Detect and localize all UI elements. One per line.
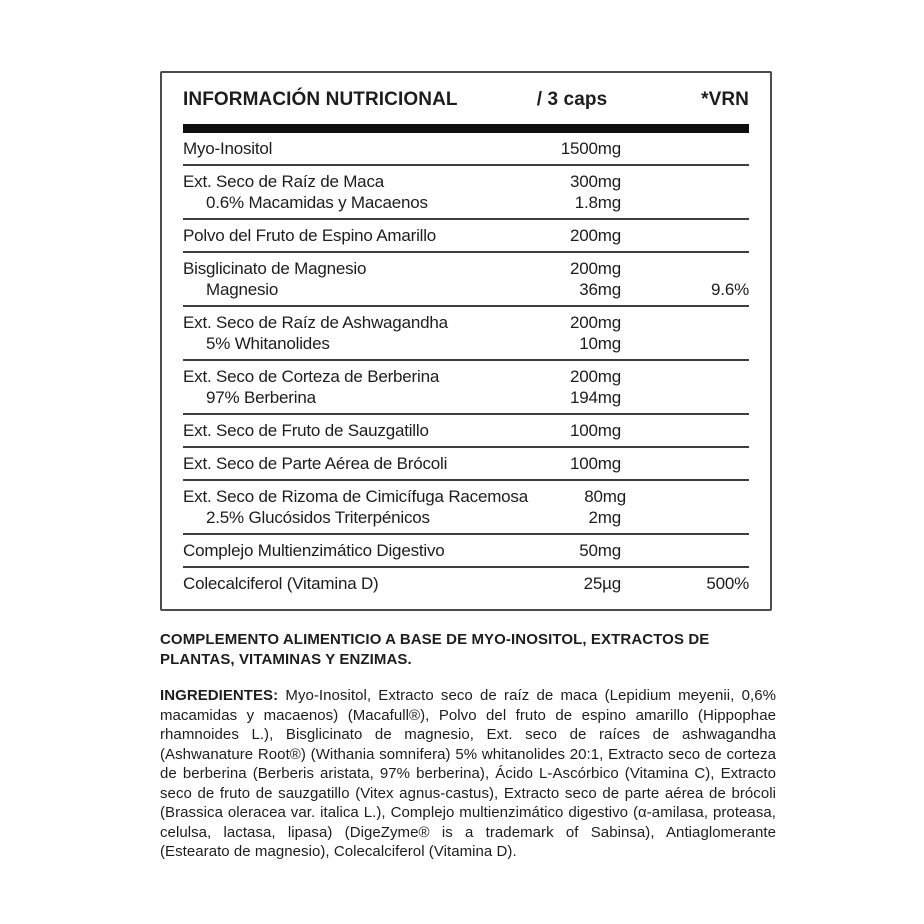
table-row	[183, 446, 749, 479]
table-row	[183, 359, 749, 413]
ingredient-subvrn	[621, 192, 749, 213]
serving-size: / 3 caps	[536, 89, 608, 110]
table-row	[183, 533, 749, 566]
ingredient-vrn	[621, 312, 749, 333]
ingredient-amount: 100mg	[570, 454, 621, 473]
ingredient-name: Ext. Seco de Raíz de Maca	[183, 172, 384, 191]
table-row	[183, 413, 749, 446]
ingredient-vrn	[621, 225, 749, 246]
ingredient-subname: 97% Berberina	[206, 388, 316, 407]
ingredient-name: Polvo del Fruto de Espino Amarillo	[183, 226, 437, 245]
table-row	[183, 164, 749, 218]
ingredient-subvrn	[621, 333, 749, 354]
ingredient-amount: 200mg	[570, 259, 621, 278]
ingredient-vrn	[621, 171, 749, 192]
ingredient-subname: 2.5% Glucósidos Triterpénicos	[206, 508, 430, 527]
ingredients-text: Myo-Inositol, Extracto seco de raíz de maca (Lepidium meyenii, 0,6% macamidas y macaenos) (Macafull®), Polvo del fruto de espino amarillo (Hippophae rhamnoides L.), Bisglicinato de magnesio, Ext. seco de raíces de ashwagandha (Ashwanature Root®) (Withania somnifera) 5% whitanolides 20:1, Extracto seco de corteza de berberina (Berberis aristata, 97% berberina), Ácido L-Ascórbico (Vitamina C), Extracto seco de fruto de sauzgatillo (Vitex agnus-castus), Extracto seco de parte aérea de brócoli (Brassica oleracea var. italica L.), Complejo multienzimático digestivo (α-amilasa, proteasa, celulsa, lactasa, lipasa) (DigeZyme® is a trademark of Sabinsa), Antiaglomerante (Estearato de magnesio), Colecalciferol (Vitamina D).	[160, 687, 776, 860]
ingredient-amount: 100mg	[570, 421, 621, 440]
ingredients-paragraph	[160, 686, 776, 862]
ingredient-subamount: 1.8mg	[574, 193, 621, 212]
ingredient-name: Myo-Inositol	[183, 139, 273, 158]
supplement-summary-text: COMPLEMENTO ALIMENTICIO A BASE DE MYO-INOSITOL, EXTRACTOS DE PLANTAS, VITAMINAS Y ENZIMAS.	[160, 631, 710, 668]
ingredient-subamount: 2mg	[588, 508, 621, 527]
ingredient-amount: 25µg	[583, 574, 621, 593]
ingredient-amount: 200mg	[570, 367, 621, 386]
header-divider-bar	[183, 124, 749, 133]
ingredient-subamount: 10mg	[579, 334, 621, 353]
ingredient-amount: 50mg	[579, 541, 621, 560]
ingredient-name: Ext. Seco de Fruto de Sauzgatillo	[183, 421, 429, 440]
vrn-column-header: *VRN	[701, 89, 749, 110]
ingredient-name: Ext. Seco de Corteza de Berberina	[183, 367, 440, 386]
nutrition-facts-header	[183, 73, 749, 124]
ingredient-vrn	[621, 138, 749, 159]
ingredient-amount: 200mg	[570, 313, 621, 332]
ingredient-subvrn: 9.6%	[711, 280, 749, 299]
ingredient-amount: 80mg	[584, 487, 626, 506]
ingredient-subamount: 194mg	[570, 388, 621, 407]
ingredient-vrn	[621, 540, 749, 561]
ingredient-name: Ext. Seco de Parte Aérea de Brócoli	[183, 454, 448, 473]
ingredient-vrn	[621, 366, 749, 387]
table-row	[183, 133, 749, 164]
ingredient-subvrn	[621, 507, 749, 528]
ingredient-name: Bisglicinato de Magnesio	[183, 259, 367, 278]
ingredient-name: Colecalciferol (Vitamina D)	[183, 574, 379, 593]
ingredient-subamount: 36mg	[579, 280, 621, 299]
table-row	[183, 251, 749, 305]
ingredient-amount: 200mg	[570, 226, 621, 245]
ingredient-subname: 0.6% Macamidas y Macaenos	[206, 193, 428, 212]
ingredient-vrn	[621, 258, 749, 279]
panel-title: INFORMACIÓN NUTRICIONAL	[183, 89, 458, 110]
ingredient-subvrn	[621, 387, 749, 408]
ingredient-name: Ext. Seco de Rizoma de Cimicífuga Racemosa	[183, 487, 528, 506]
table-row	[183, 218, 749, 251]
nutrition-rows	[183, 133, 749, 599]
ingredient-name: Ext. Seco de Raíz de Ashwagandha	[183, 313, 448, 332]
table-row	[183, 479, 749, 533]
ingredient-vrn	[626, 486, 754, 507]
ingredient-amount: 300mg	[570, 172, 621, 191]
ingredient-vrn: 500%	[706, 574, 749, 593]
table-row	[183, 566, 749, 599]
ingredient-subname: Magnesio	[206, 280, 279, 299]
ingredient-vrn	[621, 420, 749, 441]
ingredient-vrn	[621, 453, 749, 474]
ingredient-subname: 5% Whitanolides	[206, 334, 330, 353]
nutrition-facts-panel	[160, 71, 772, 611]
ingredient-name: Complejo Multienzimático Digestivo	[183, 541, 445, 560]
ingredients-label: INGREDIENTES:	[160, 687, 279, 704]
table-row	[183, 305, 749, 359]
ingredient-amount: 1500mg	[560, 139, 621, 158]
